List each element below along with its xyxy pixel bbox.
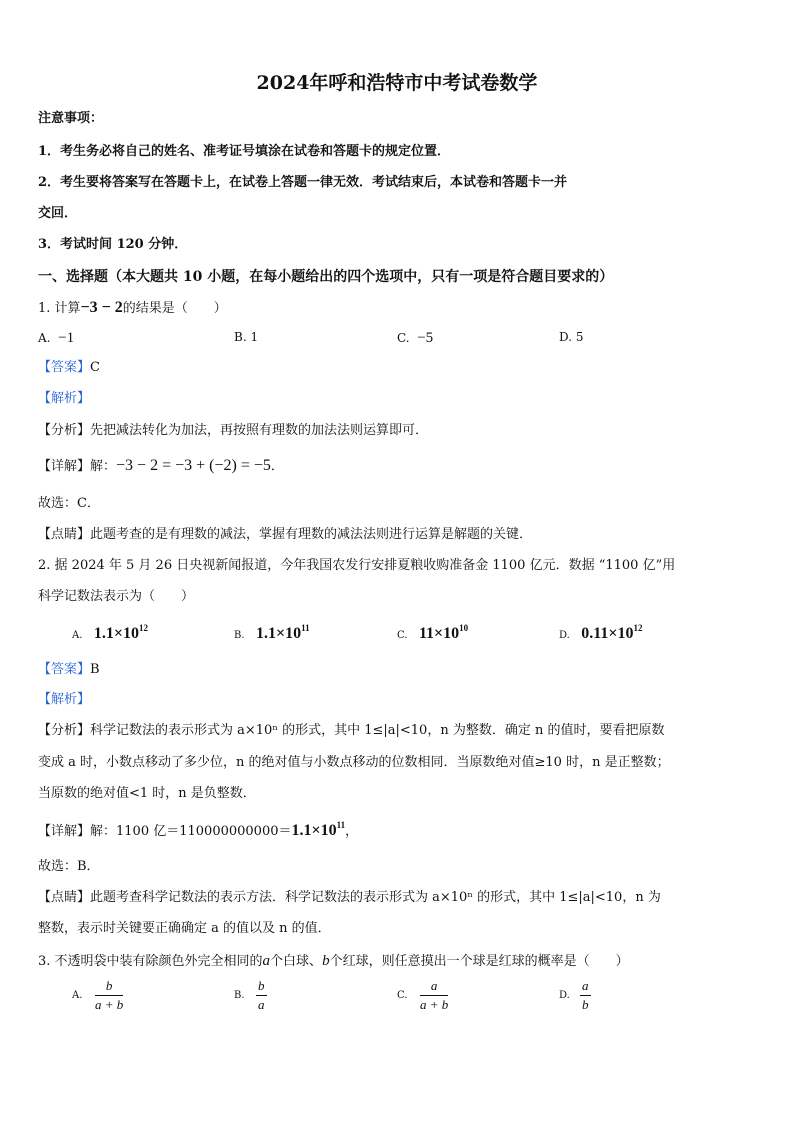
q2-option-b bbox=[234, 625, 310, 643]
q1-option-b bbox=[234, 330, 258, 344]
detail-post: ， bbox=[345, 824, 359, 839]
q1-stem-pre: 1. 计算 bbox=[38, 301, 81, 316]
option-base: 1.1×10 bbox=[255, 625, 302, 642]
comment-label: 【点睛】 bbox=[38, 890, 91, 905]
detail-exp: 11 bbox=[336, 820, 346, 830]
q3-var-b: b bbox=[322, 953, 330, 969]
option-key: A. bbox=[72, 630, 83, 641]
option-exp: 11 bbox=[301, 623, 310, 633]
answer-value: C bbox=[90, 360, 100, 375]
analysis-label: 【分析】 bbox=[38, 723, 91, 738]
option-base: 1.1×10 bbox=[93, 625, 139, 642]
notice-item: 交回． bbox=[38, 206, 78, 221]
answer-label: 【答案】 bbox=[38, 662, 91, 677]
q1-choose: 故选：C． bbox=[38, 496, 100, 511]
detail-label: 【详解】 bbox=[38, 459, 91, 474]
option-text: 5 bbox=[575, 330, 584, 344]
comment-text: 此题考查科学记数法的表示方法．科学记数法的表示形式为 a×10ⁿ 的形式，其中 1≤|a|<10，n 为 bbox=[90, 890, 661, 905]
fraction-denominator: b bbox=[582, 997, 589, 1012]
q2-detail bbox=[38, 822, 358, 841]
q3-option-a-key: A. bbox=[72, 990, 83, 1001]
analysis-text: 先把减法转化为加法，再按照有理数的加法法则运算即可． bbox=[90, 423, 429, 438]
notice-item: 3．考试时间 120 分钟． bbox=[38, 237, 188, 252]
q3-stem-post: 个红球，则任意摸出一个球是红球的概率是（ ） bbox=[329, 954, 629, 969]
q2-analysis-line1 bbox=[38, 722, 664, 740]
q3-stem-mid: 个白球、 bbox=[270, 954, 323, 969]
q3-stem-pre: 3. 不透明袋中装有除颜色外完全相同的 bbox=[38, 954, 263, 969]
q1-option-c bbox=[397, 330, 433, 347]
q2-comment-line2: 整数，表示时关键要正确确定 a 的值以及 n 的值． bbox=[38, 921, 331, 936]
question-3-stem bbox=[38, 952, 629, 971]
detail-post: ． bbox=[270, 459, 284, 474]
option-base: 0.11×10 bbox=[581, 625, 634, 642]
fraction-numerator: a bbox=[420, 978, 448, 996]
q2-option-d bbox=[559, 625, 643, 643]
q2-option-c bbox=[397, 625, 468, 643]
q3-option-d-fraction bbox=[580, 978, 591, 1013]
q1-answer bbox=[38, 359, 100, 377]
option-key: B. bbox=[234, 630, 245, 641]
q1-stem-expr: −3 − 2 bbox=[80, 299, 123, 316]
option-text: −1 bbox=[58, 330, 75, 346]
option-exp: 12 bbox=[138, 623, 148, 633]
answer-label: 【答案】 bbox=[38, 360, 91, 375]
detail-label: 【详解】 bbox=[38, 824, 91, 839]
q1-option-d bbox=[559, 330, 583, 344]
page-title: 2024年呼和浩特市中考试卷数学 bbox=[256, 72, 538, 94]
fraction-denominator: a + b bbox=[95, 997, 124, 1012]
fraction-numerator: a bbox=[580, 978, 591, 996]
option-key: D. bbox=[559, 330, 573, 344]
section-heading: 一、选择题（本大题共 10 小题，在每小题给出的四个选项中，只有一项是符合题目要求的） bbox=[38, 269, 614, 285]
option-key: B. bbox=[234, 330, 247, 344]
q3-option-b-fraction bbox=[256, 978, 267, 1013]
fraction-numerator: b bbox=[95, 978, 123, 996]
q1-jiexi-label: 【解析】 bbox=[38, 391, 91, 406]
fraction-denominator: a + b bbox=[420, 997, 449, 1012]
detail-base: 1.1×10 bbox=[291, 822, 337, 839]
q2-answer bbox=[38, 661, 100, 679]
answer-value: B bbox=[90, 662, 100, 677]
q1-option-a bbox=[38, 330, 74, 347]
comment-text: 此题考查的是有理数的减法，掌握有理数的减法法则进行运算是解题的关键． bbox=[90, 527, 533, 542]
option-text: −5 bbox=[417, 330, 434, 346]
q2-analysis-line3: 当原数的绝对值<1 时，n 是负整数． bbox=[38, 786, 256, 801]
q2-choose: 故选：B． bbox=[38, 859, 100, 874]
fraction-numerator: b bbox=[256, 978, 267, 996]
detail-pre: 解： bbox=[90, 459, 117, 474]
q3-option-d-key: D. bbox=[559, 990, 570, 1001]
q1-comment bbox=[38, 526, 532, 544]
analysis-text: 科学记数法的表示形式为 a×10ⁿ 的形式，其中 1≤|a|<10，n 为整数．确定 n 的值时，要看把原数 bbox=[90, 723, 665, 738]
question-1-stem bbox=[38, 299, 227, 318]
q2-option-a bbox=[72, 625, 148, 643]
analysis-label: 【分析】 bbox=[38, 423, 91, 438]
q3-option-c-fraction bbox=[420, 978, 448, 1013]
option-key: A. bbox=[38, 331, 51, 345]
option-key: C. bbox=[397, 331, 410, 345]
q1-detail bbox=[38, 457, 284, 476]
notice-item: 1．考生务必将自己的姓名、准考证号填涂在试卷和答题卡的规定位置． bbox=[38, 144, 451, 159]
option-exp: 12 bbox=[633, 623, 643, 633]
q3-option-b-key: B. bbox=[234, 990, 245, 1001]
question-2-stem-line1: 2. 据 2024 年 5 月 26 日央视新闻报道，今年我国农发行安排夏粮收购准备金 1100 亿元．数据 “1100 亿”用 bbox=[38, 558, 676, 573]
option-base: 11×10 bbox=[418, 625, 460, 642]
q3-option-a-fraction bbox=[95, 978, 123, 1013]
comment-label: 【点睛】 bbox=[38, 527, 91, 542]
q3-var-a: a bbox=[262, 953, 271, 969]
option-text: 1 bbox=[250, 330, 259, 344]
option-exp: 10 bbox=[459, 623, 469, 633]
detail-expr: −3 − 2 = −3 + (−2) = −5 bbox=[116, 457, 271, 474]
q3-option-c-key: C. bbox=[397, 990, 408, 1001]
fraction-denominator: a bbox=[258, 997, 265, 1012]
option-key: C. bbox=[397, 630, 408, 641]
q2-comment-line1 bbox=[38, 889, 661, 907]
q1-analysis bbox=[38, 422, 428, 440]
q2-analysis-line2: 变成 a 时，小数点移动了多少位，n 的绝对值与小数点移动的位数相同．当原数绝对值≥10 时，n 是正整数； bbox=[38, 755, 670, 770]
notice-heading: 注意事项： bbox=[38, 111, 104, 126]
notice-item: 2．考生要将答案写在答题卡上，在试卷上答题一律无效．考试结束后，本试卷和答题卡一并 bbox=[38, 175, 568, 190]
question-2-stem-line2: 科学记数法表示为（ ） bbox=[38, 589, 195, 604]
option-key: D. bbox=[559, 630, 570, 641]
q2-jiexi-label: 【解析】 bbox=[38, 692, 91, 707]
q1-stem-post: 的结果是（ ） bbox=[122, 301, 227, 316]
detail-pre: 解：1100 亿＝110000000000＝ bbox=[90, 824, 292, 839]
